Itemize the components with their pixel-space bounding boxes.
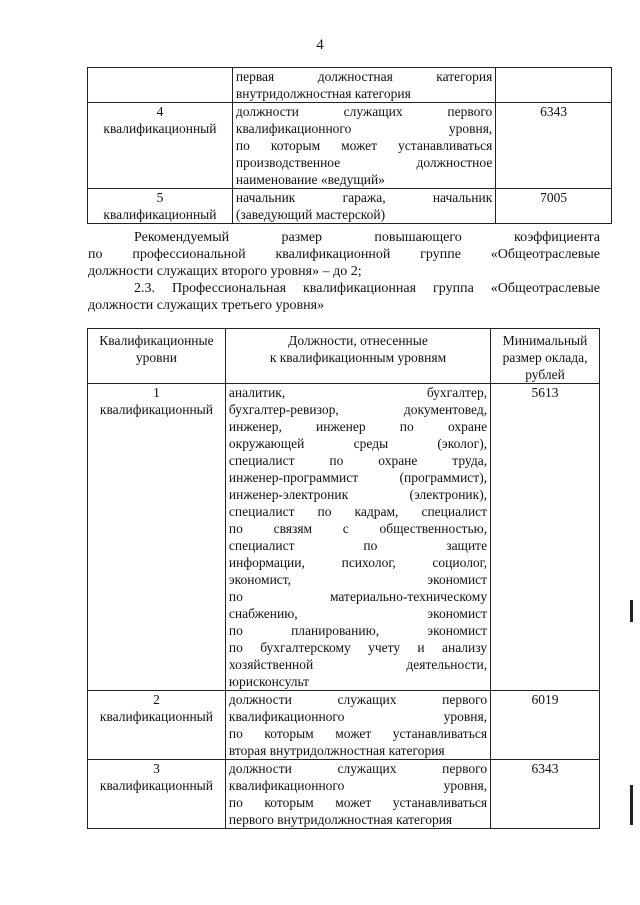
position-line: аналитик, бухгалтер, [228, 385, 488, 400]
position-line: инженер-электроник (электроник), [228, 487, 488, 502]
level-label: квалификационный [99, 709, 213, 724]
salary-cell: 6019 [491, 691, 600, 760]
position-line: информации, психолог, социолог, [228, 555, 488, 570]
position-line: начальник гаража, начальник [235, 190, 493, 205]
position-line: наименование «ведущий» [235, 172, 385, 187]
level-number: 5 [156, 190, 164, 205]
table-row [88, 760, 600, 829]
level-label: квалификационный [103, 207, 217, 222]
table-row [88, 189, 612, 224]
position-line: по которым может устанавливаться [228, 726, 488, 741]
table-row [88, 384, 600, 691]
level-number: 1 [153, 385, 160, 400]
position-line: должности служащих первого [235, 104, 493, 119]
table-header-row [88, 329, 600, 384]
position-line: квалификационного уровня, [235, 121, 493, 136]
position-line: инженер, инженер по охране [228, 419, 488, 434]
position-line: инженер-программист (программист), [228, 470, 488, 485]
position-line: должности служащих первого [228, 692, 488, 707]
column-header-positions: Должности, отнесенные к квалификационным уровням [225, 329, 490, 384]
position-line: должности служащих первого [228, 761, 488, 776]
position-line: специалист по охране труда, [228, 453, 488, 468]
position-line: хозяйственной деятельности, [228, 657, 488, 672]
positions-cell [232, 68, 495, 103]
column-header-salary: Минимальный размер оклада, рублей [491, 329, 600, 384]
table-row [88, 68, 612, 103]
level-cell [88, 103, 233, 189]
level-cell [88, 384, 226, 691]
level-label: квалификационный [99, 402, 213, 417]
qualification-table-continued [87, 67, 612, 224]
position-line: производственное должностное [235, 155, 493, 170]
level-label: квалификационный [103, 121, 217, 136]
recommended-coefficient-paragraph [88, 229, 600, 280]
position-line: первая должностная категория [235, 69, 493, 84]
page-number: 4 [316, 37, 324, 53]
position-line: специалист по кадрам, специалист [228, 504, 488, 519]
position-line: по которым может устанавливаться [228, 795, 488, 810]
level-cell [88, 68, 233, 103]
positions-cell [225, 384, 490, 691]
level-cell [88, 189, 233, 224]
position-line: по которым может устанавливаться [235, 138, 493, 153]
level-cell [88, 760, 226, 829]
scan-edge-mark [630, 785, 633, 825]
paragraph-line: Рекомендуемый размер повышающего коэффициента [134, 230, 600, 245]
scan-edge-mark [630, 600, 633, 622]
level-label: квалификационный [99, 778, 213, 793]
position-line: снабжению, экономист [228, 606, 488, 621]
position-line: первого внутридолжностная категория [228, 812, 453, 827]
position-line: (заведующий мастерской) [235, 207, 386, 222]
position-line: по планированию, экономист [228, 623, 488, 638]
column-header-levels: Квалификационные уровни [88, 329, 226, 384]
salary-cell: 5613 [491, 384, 600, 691]
position-line: квалификационного уровня, [228, 709, 488, 724]
salary-cell: 6343 [496, 103, 612, 189]
position-line: окружающей среды (эколог), [228, 436, 488, 451]
position-line: квалификационного уровня, [228, 778, 488, 793]
position-line: экономист, экономист [228, 572, 488, 587]
position-line: специалист по защите [228, 538, 488, 553]
position-line: по бухгалтерскому учету и анализу [228, 640, 488, 655]
position-line: внутридолжностная категория [235, 86, 411, 101]
positions-cell [232, 103, 495, 189]
position-line: вторая внутридолжностная категория [228, 743, 445, 758]
paragraph-line: должности служащих третьего уровня» [88, 298, 325, 313]
paragraph-line: 2.3. Профессиональная квалификационная группа «Общеотраслевые [134, 281, 600, 296]
qualification-table-third-level [87, 328, 600, 829]
level-number: 2 [153, 692, 160, 707]
salary-cell [496, 68, 612, 103]
position-line: по материально-техническому [228, 589, 488, 604]
table-row [88, 691, 600, 760]
salary-cell: 7005 [496, 189, 612, 224]
paragraph-line: по профессиональной квалификационной группе «Общеотраслевые [88, 247, 600, 262]
position-line: по связям с общественностью, [228, 521, 488, 536]
level-number: 3 [153, 761, 160, 776]
level-cell [88, 691, 226, 760]
level-number: 4 [156, 104, 164, 119]
position-line: юрисконсульт [228, 674, 310, 689]
positions-cell [225, 760, 490, 829]
positions-cell [225, 691, 490, 760]
salary-cell: 6343 [491, 760, 600, 829]
table-row [88, 103, 612, 189]
positions-cell [232, 189, 495, 224]
position-line: бухгалтер-ревизор, документовед, [228, 402, 488, 417]
section-heading-paragraph [88, 280, 600, 314]
paragraph-line: должности служащих второго уровня» – до 2; [88, 264, 362, 279]
